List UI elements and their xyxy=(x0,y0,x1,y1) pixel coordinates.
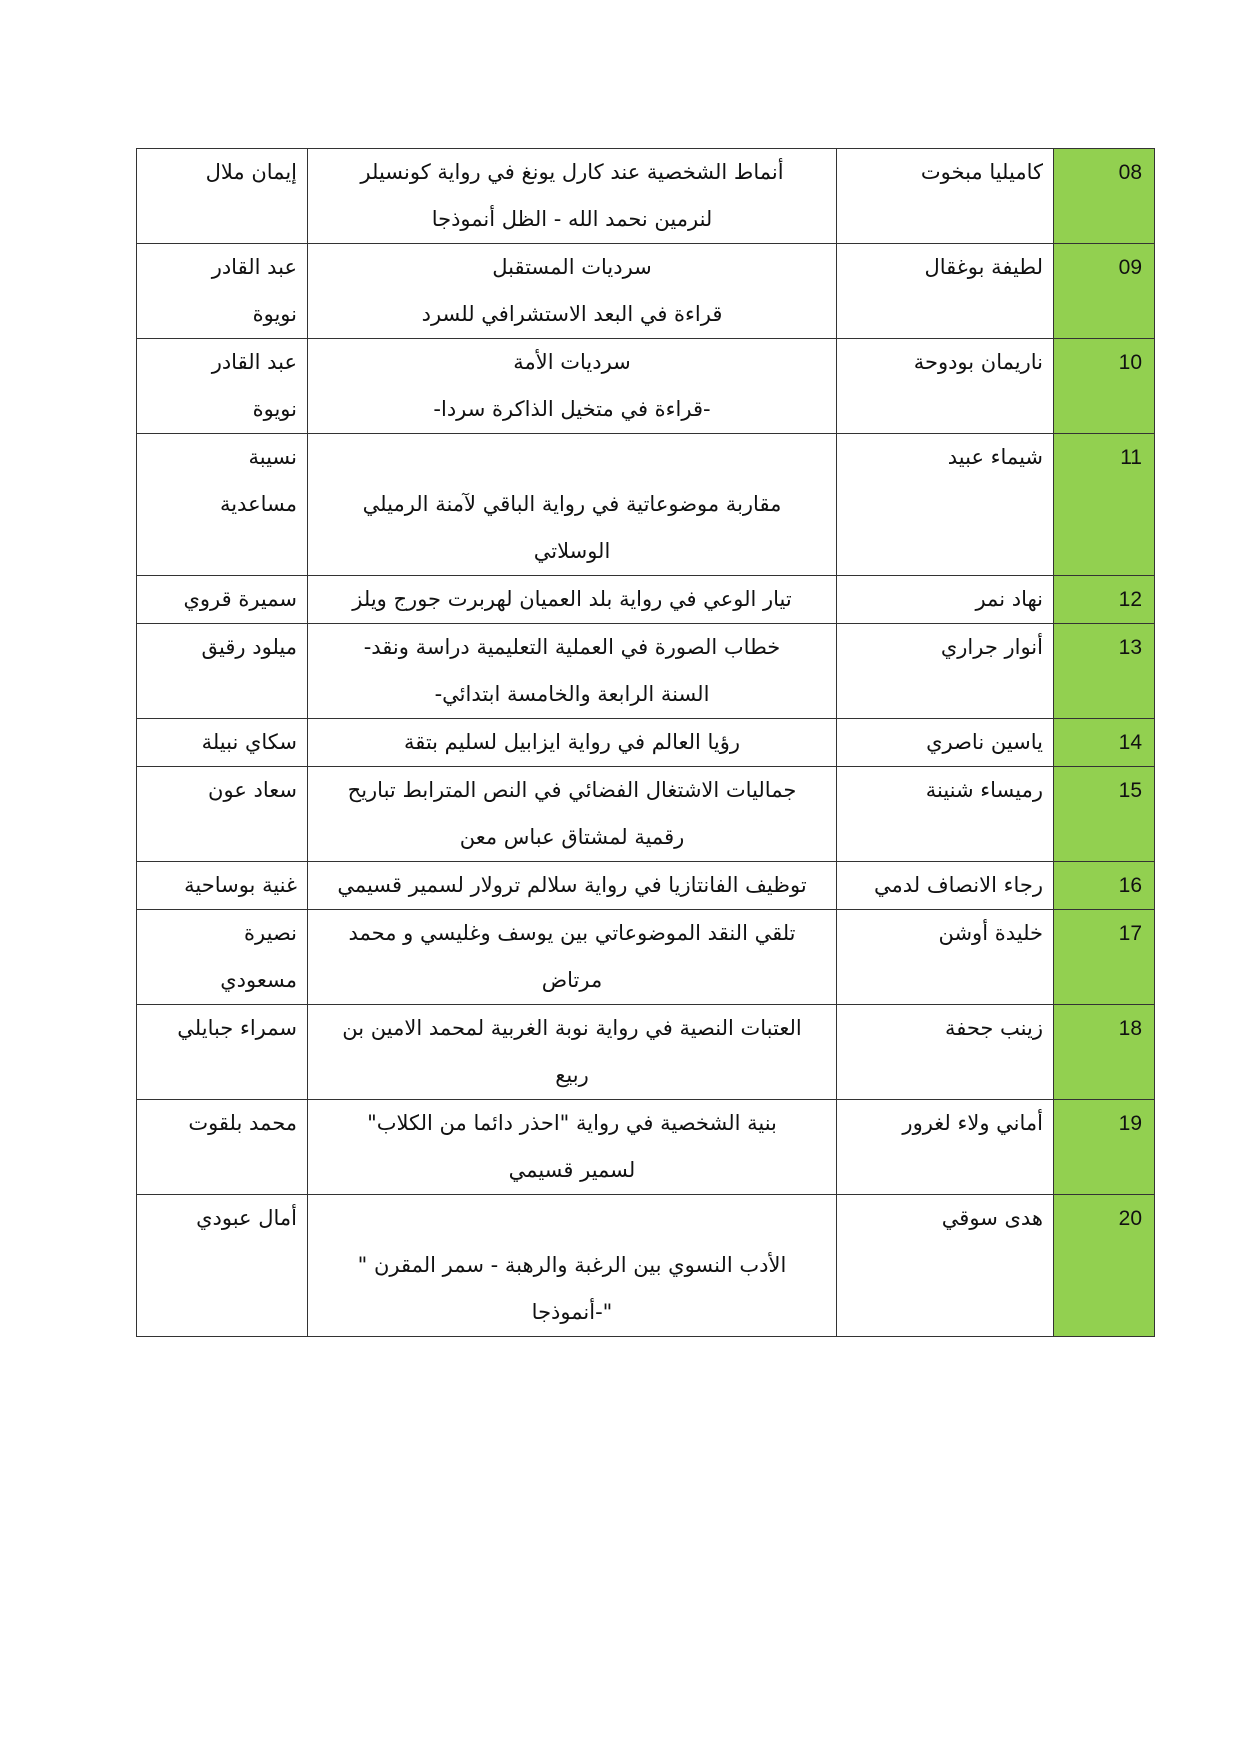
supervisor-cell xyxy=(137,434,308,576)
thesis-title-line: "-أنموذجا xyxy=(531,1300,613,1324)
supervisor-cell xyxy=(137,910,308,1005)
supervisor-name-line: سميرة قروي xyxy=(183,587,297,611)
thesis-title-line: قراءة في البعد الاستشرافي للسرد xyxy=(421,302,723,326)
table-row xyxy=(137,1005,1155,1100)
supervisor-name-line: أمال عبودي xyxy=(196,1206,297,1230)
supervisor-name-line: محمد بلقوت xyxy=(188,1111,297,1135)
thesis-title-cell xyxy=(308,149,837,244)
thesis-title-cell xyxy=(308,1005,837,1100)
supervisor-name-line: نسيبة xyxy=(248,445,297,469)
row-number-cell: 10 xyxy=(1054,339,1155,434)
thesis-title-line: لسمير قسيمي xyxy=(508,1158,636,1182)
supervisor-name-line: سمراء جبايلي xyxy=(177,1016,297,1040)
supervisor-name-line: عبد القادر xyxy=(211,350,297,374)
row-number-cell: 12 xyxy=(1054,576,1155,624)
row-number-cell: 19 xyxy=(1054,1100,1155,1195)
supervisor-name-line: سكاي نبيلة xyxy=(201,730,297,754)
supervisor-name-line: نويوة xyxy=(252,397,297,421)
thesis-title-line xyxy=(314,434,830,481)
supervisor-name-line: مسعودي xyxy=(220,968,297,992)
row-number-cell: 18 xyxy=(1054,1005,1155,1100)
thesis-title-line: الأدب النسوي بين الرغبة والرهبة - سمر المقرن " xyxy=(357,1253,787,1277)
supervisor-cell xyxy=(137,576,308,624)
supervisor-cell xyxy=(137,149,308,244)
thesis-title-line: مقاربة موضوعاتية في رواية الباقي لآمنة الرميلي xyxy=(362,492,782,516)
table-row xyxy=(137,339,1155,434)
thesis-title-cell xyxy=(308,624,837,719)
row-number-cell: 20 xyxy=(1054,1195,1155,1337)
student-name-cell: أماني ولاء لغرور xyxy=(837,1100,1054,1195)
student-name-cell: شيماء عبيد xyxy=(837,434,1054,576)
supervisor-name-line: ميلود رقيق xyxy=(201,635,297,659)
thesis-title-line: خطاب الصورة في العملية التعليمية دراسة ونقد- xyxy=(363,635,781,659)
thesis-title-line: الوسلاتي xyxy=(533,539,611,563)
thesis-title-line: السنة الرابعة والخامسة ابتدائي- xyxy=(434,682,710,706)
supervisor-name-line: إيمان ملال xyxy=(205,160,297,184)
supervisor-name-line: نويوة xyxy=(252,302,297,326)
thesis-title-line: تلقي النقد الموضوعاتي بين يوسف وغليسي و محمد xyxy=(348,921,796,945)
table-row xyxy=(137,434,1155,576)
table-row xyxy=(137,719,1155,767)
thesis-title-cell xyxy=(308,339,837,434)
thesis-title-cell xyxy=(308,576,837,624)
student-name-cell: هدى سوقي xyxy=(837,1195,1054,1337)
thesis-title-line: تيار الوعي في رواية بلد العميان لهربرت جورج ويلز xyxy=(352,587,792,611)
thesis-title-line: رؤيا العالم في رواية ايزابيل لسليم بتقة xyxy=(403,730,741,754)
table-row xyxy=(137,767,1155,862)
table-row xyxy=(137,576,1155,624)
supervisor-name-line: غنية بوساحية xyxy=(184,873,297,897)
supervisor-cell xyxy=(137,1005,308,1100)
row-number-cell: 16 xyxy=(1054,862,1155,910)
row-number-cell: 17 xyxy=(1054,910,1155,1005)
supervisor-cell xyxy=(137,767,308,862)
table-row xyxy=(137,1100,1155,1195)
thesis-title-line: أنماط الشخصية عند كارل يونغ في رواية كونسيلر xyxy=(360,160,784,184)
student-name-cell: كاميليا مبخوت xyxy=(837,149,1054,244)
thesis-title-line: -قراءة في متخيل الذاكرة سردا- xyxy=(433,397,711,421)
row-number-cell: 11 xyxy=(1054,434,1155,576)
row-number-cell: 09 xyxy=(1054,244,1155,339)
student-name-cell: خليدة أوشن xyxy=(837,910,1054,1005)
supervisor-cell xyxy=(137,244,308,339)
supervisor-cell xyxy=(137,1195,308,1337)
thesis-title-line xyxy=(314,1195,830,1242)
thesis-title-line: مرتاض xyxy=(541,968,603,992)
thesis-title-line: العتبات النصية في رواية نوبة الغربية لمحمد الامين بن xyxy=(342,1016,802,1040)
supervisor-name-line: عبد القادر xyxy=(211,255,297,279)
student-name-cell: لطيفة بوغقال xyxy=(837,244,1054,339)
row-number-cell: 08 xyxy=(1054,149,1155,244)
supervisor-name-line: سعاد عون xyxy=(208,778,297,802)
thesis-title-line: بنية الشخصية في رواية "احذر دائما من الكلاب" xyxy=(367,1111,777,1135)
supervisor-cell xyxy=(137,624,308,719)
thesis-title-cell xyxy=(308,1100,837,1195)
supervisor-cell xyxy=(137,1100,308,1195)
table-row xyxy=(137,149,1155,244)
table-row xyxy=(137,910,1155,1005)
table-row xyxy=(137,624,1155,719)
thesis-title-cell xyxy=(308,434,837,576)
thesis-title-cell xyxy=(308,719,837,767)
row-number-cell: 14 xyxy=(1054,719,1155,767)
supervisor-cell xyxy=(137,862,308,910)
student-name-cell: نهاد نمر xyxy=(837,576,1054,624)
thesis-title-cell xyxy=(308,1195,837,1337)
row-number-cell: 15 xyxy=(1054,767,1155,862)
thesis-title-line: لنرمين نحمد الله - الظل أنموذجا xyxy=(431,207,713,231)
thesis-title-line: توظيف الفانتازيا في رواية سلالم ترولار لسمير قسيمي xyxy=(337,873,807,897)
table-row xyxy=(137,244,1155,339)
table-row xyxy=(137,862,1155,910)
supervisor-cell xyxy=(137,339,308,434)
student-name-cell: رجاء الانصاف لدمي xyxy=(837,862,1054,910)
thesis-title-line: جماليات الاشتغال الفضائي في النص المترابط تباريح xyxy=(347,778,797,802)
row-number-cell: 13 xyxy=(1054,624,1155,719)
table-row xyxy=(137,1195,1155,1337)
theses-table xyxy=(136,148,1155,1337)
thesis-title-cell xyxy=(308,244,837,339)
thesis-title-line: سرديات الأمة xyxy=(513,350,631,374)
thesis-title-line: سرديات المستقبل xyxy=(492,255,652,279)
student-name-cell: زينب جحفة xyxy=(837,1005,1054,1100)
student-name-cell: ياسين ناصري xyxy=(837,719,1054,767)
thesis-title-cell xyxy=(308,910,837,1005)
thesis-title-line: رقمية لمشتاق عباس معن xyxy=(459,825,685,849)
supervisor-cell xyxy=(137,719,308,767)
thesis-title-cell xyxy=(308,862,837,910)
student-name-cell: ناريمان بودوحة xyxy=(837,339,1054,434)
thesis-title-cell xyxy=(308,767,837,862)
supervisor-name-line: مساعدية xyxy=(219,492,297,516)
student-name-cell: أنوار جراري xyxy=(837,624,1054,719)
student-name-cell: رميساء شنينة xyxy=(837,767,1054,862)
thesis-title-line: ربيع xyxy=(555,1063,589,1087)
supervisor-name-line: نصيرة xyxy=(244,921,297,945)
